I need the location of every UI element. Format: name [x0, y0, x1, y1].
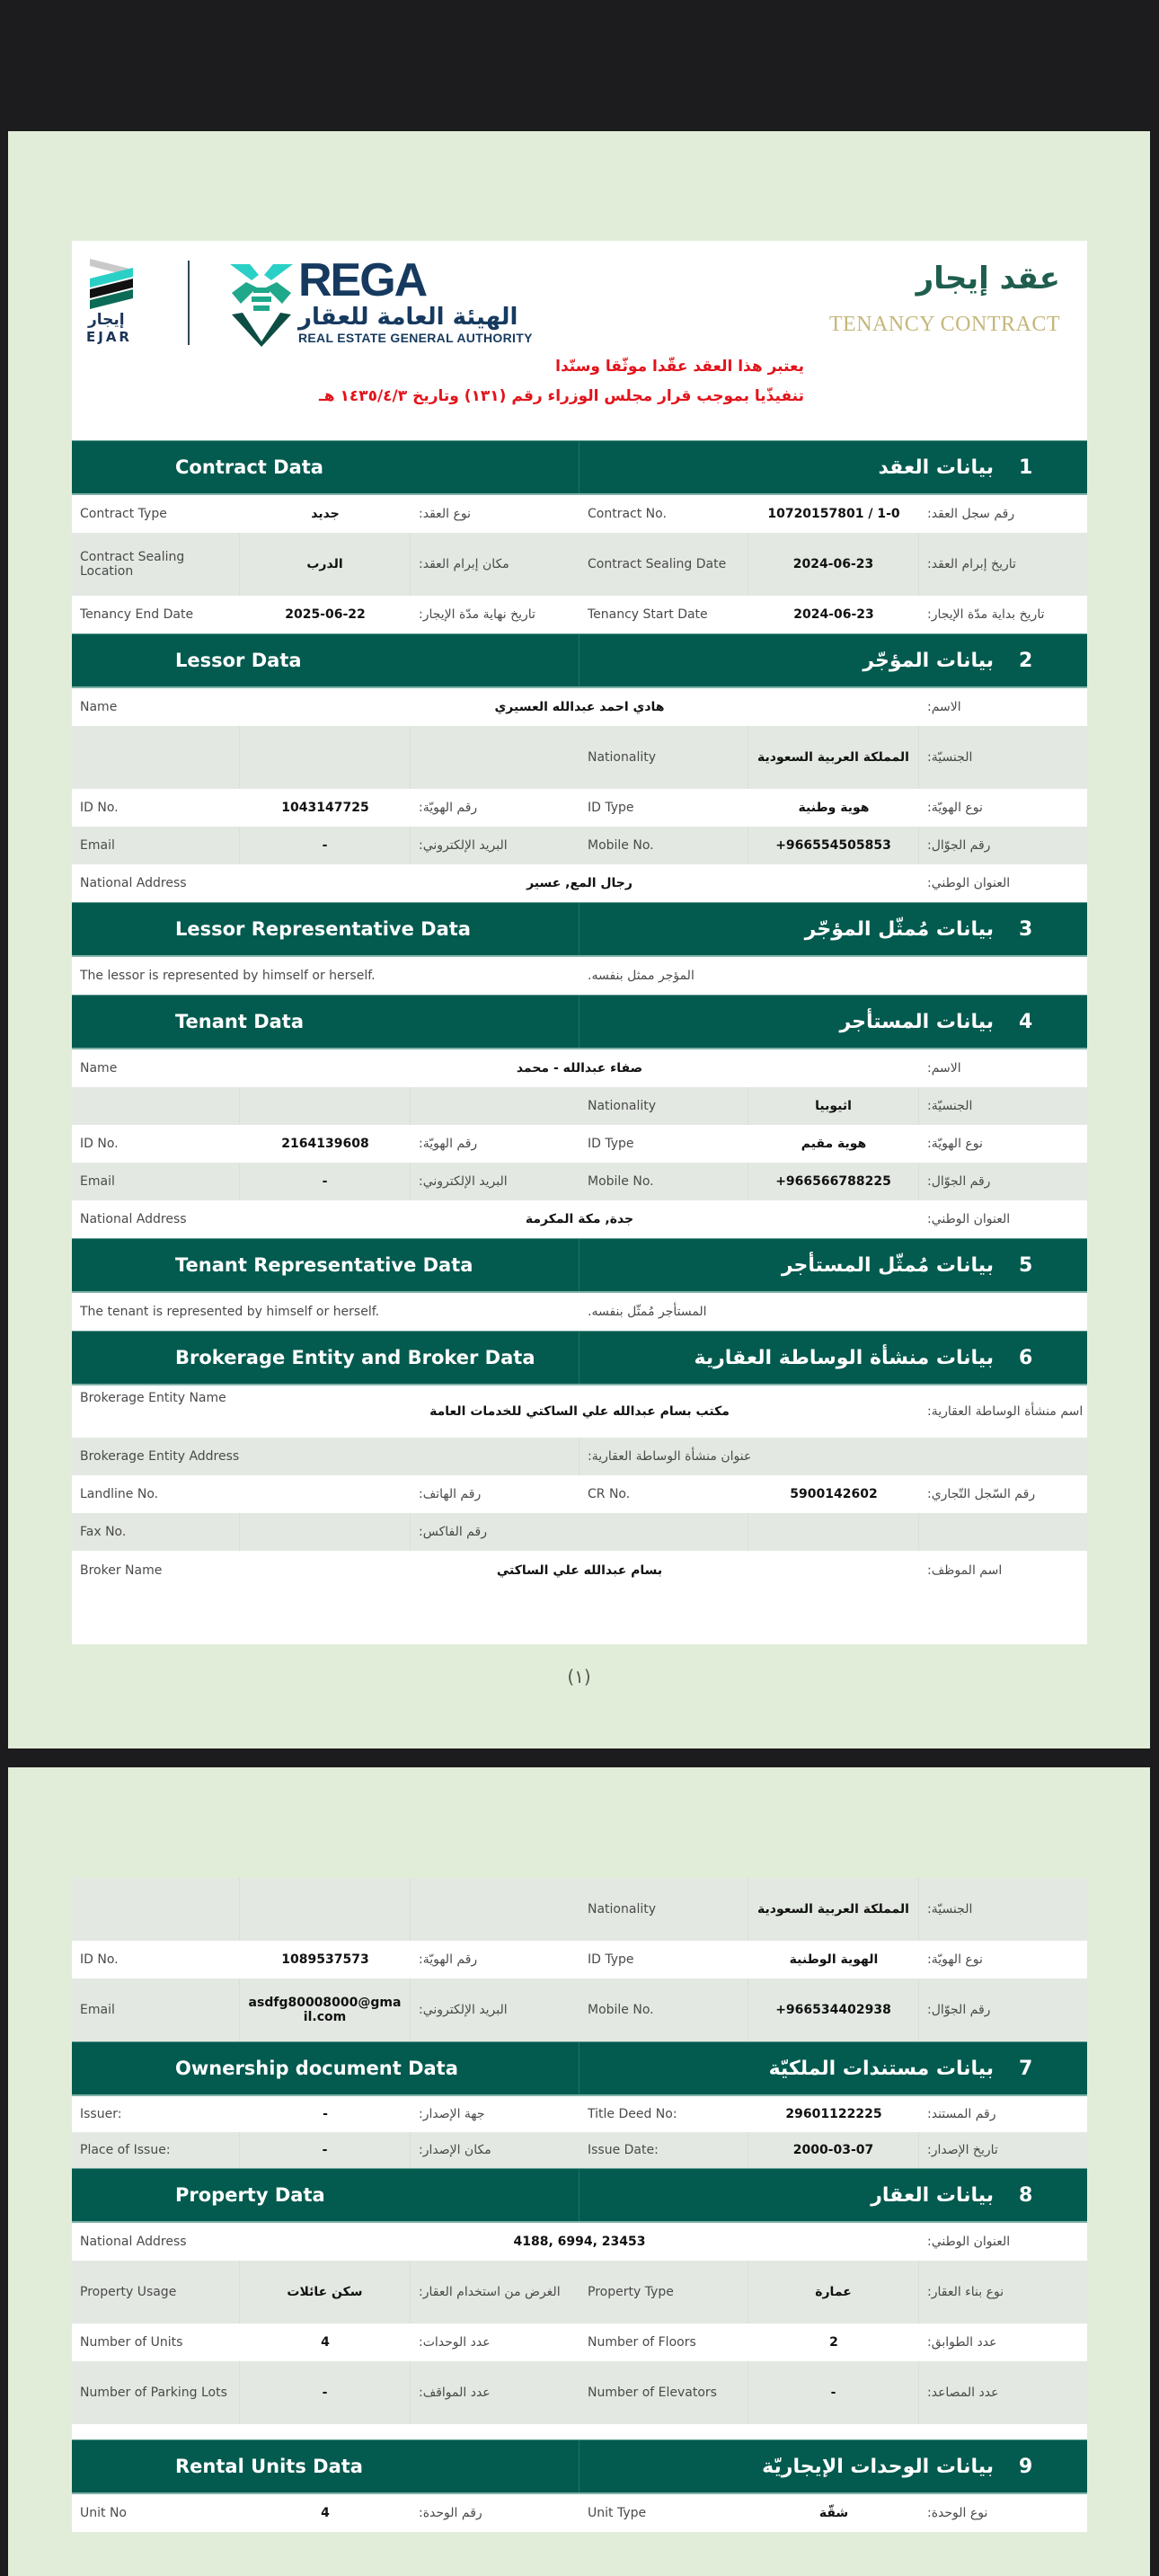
label-en: Number of Floors: [588, 2335, 696, 2350]
label-ar: البريد الإلكتروني:: [419, 1174, 508, 1189]
label-en: Name: [80, 1061, 118, 1076]
section-title-ar: بيانات العقار: [871, 2183, 994, 2207]
label-ar: رقم السّجل التّجاري:: [927, 1487, 1036, 1501]
label-ar: رقم الهويّة:: [419, 1952, 478, 1967]
section-title-en: Lessor Representative Data: [72, 903, 580, 955]
ejar-logo-ar: إيجار: [88, 311, 125, 329]
label-ar: الجنسيّة:: [927, 1099, 973, 1113]
label-ar: رقم الهويّة:: [419, 1137, 478, 1151]
section-title-ar: بيانات مستندات الملكيّة: [768, 2057, 994, 2080]
value: بسام عبدالله علي الساكتي: [496, 1563, 663, 1578]
legal-notice-line2: تنفيذّيا بموجب قرار مجلس الوزراء رقم (١٣١) وتاريخ ١٤٣٥/٤/٣ هـ: [318, 387, 804, 405]
label-ar: اسم الموظف:: [927, 1563, 1003, 1578]
label-en: Nationality: [580, 726, 748, 789]
table-row: [72, 495, 1087, 533]
label-ar: العنوان الوطني:: [927, 2235, 1011, 2249]
note-en: The lessor is represented by himself or herself.: [80, 969, 376, 983]
value: 2: [829, 2335, 838, 2350]
section-number: 8: [1019, 2183, 1033, 2207]
section-header-tenant-rep: [72, 1238, 1087, 1293]
label-ar: تاريخ إبرام العقد:: [927, 557, 1016, 571]
label-ar: تاريخ الإصدار:: [927, 2143, 998, 2157]
value: 2000-03-07: [748, 2132, 919, 2168]
section-title-en: Brokerage Entity and Broker Data: [72, 1332, 580, 1384]
page-number: (١): [567, 1666, 591, 1687]
table-row: [72, 1200, 1087, 1238]
label-en: Title Deed No:: [588, 2107, 677, 2121]
label-en: Fax No.: [72, 1513, 240, 1551]
label-ar: العنوان الوطني:: [927, 876, 1011, 890]
label-en: Broker Name: [80, 1563, 163, 1578]
label-en: Nationality: [580, 1087, 748, 1125]
label-ar: رقم الهاتف:: [419, 1487, 482, 1501]
table-row: [72, 1513, 1087, 1551]
label-en: Number of Parking Lots: [72, 2361, 240, 2424]
table-row: [72, 533, 1087, 596]
section-number: 5: [1019, 1253, 1033, 1277]
value: 2024-06-23: [748, 533, 919, 596]
label-en: National Address: [80, 2235, 187, 2249]
table-row: [72, 957, 1087, 995]
label-en: National Address: [80, 1212, 187, 1226]
table-row: [72, 1049, 1087, 1087]
table-row: [72, 864, 1087, 902]
label-ar: رقم الجوّال:: [927, 838, 991, 853]
empty-cell: [411, 726, 580, 789]
note-ar: المؤجر ممثل بنفسه.: [588, 969, 695, 983]
label-en: Unit Type: [588, 2506, 647, 2520]
section-header-lessor-rep: [72, 902, 1087, 957]
label-ar: رقم سجل العقد:: [927, 507, 1015, 521]
label-en: Email: [72, 1163, 240, 1200]
note-en: The tenant is represented by himself or herself.: [80, 1305, 380, 1319]
label-en: Landline No.: [80, 1487, 159, 1501]
label-en: Number of Elevators: [580, 2361, 748, 2424]
label-ar: نوع العقد:: [419, 507, 471, 521]
label-en: Mobile No.: [580, 1163, 748, 1200]
section-header-property: [72, 2168, 1087, 2223]
value: 2024-06-23: [793, 607, 874, 622]
section-title-en: Ownership document Data: [72, 2042, 580, 2094]
label-ar: [919, 1513, 1087, 1551]
value: +966566788225: [748, 1163, 919, 1200]
table-row: [72, 596, 1087, 633]
table-row: [72, 2494, 1087, 2532]
value: جديد: [311, 507, 340, 521]
value: [240, 1475, 411, 1513]
contract-card-continued: [72, 1878, 1087, 2561]
value: -: [240, 2361, 411, 2424]
value: +966554505853: [748, 827, 919, 864]
value: -: [240, 827, 411, 864]
value: asdfg80008000@gmail.com: [240, 1978, 411, 2041]
label-ar: تاريخ نهاية مدّة الإيجار:: [419, 607, 535, 622]
label-ar: البريد الإلكتروني:: [419, 2003, 508, 2017]
value: الهوية الوطنية: [789, 1952, 879, 1967]
label-ar: نوع الهويّة:: [927, 1137, 983, 1151]
table-row: [72, 1163, 1087, 1200]
table-row: [72, 2132, 1087, 2168]
label-en: Tenancy End Date: [80, 607, 194, 622]
section-number: 3: [1019, 917, 1033, 941]
label-en: Property Usage: [72, 2261, 240, 2324]
table-row: [72, 1941, 1087, 1978]
section-title-en: Rental Units Data: [72, 2440, 580, 2492]
legal-notice-line1: يعتبر هذا العقد عقّدا موثّقا وسنّدا: [555, 358, 804, 376]
section-header-contract: [72, 440, 1087, 495]
label-en: Tenancy Start Date: [588, 607, 708, 622]
section-title-en: Contract Data: [72, 441, 580, 493]
section-number: 7: [1019, 2057, 1033, 2080]
rega-name-en: REAL ESTATE GENERAL AUTHORITY: [298, 331, 533, 345]
table-row: [72, 1293, 1087, 1331]
section-title-en: Lessor Data: [72, 634, 580, 686]
label-en: Property Type: [580, 2261, 748, 2324]
label-en: Contract Sealing Location: [72, 533, 240, 596]
value: شقّة: [818, 2506, 849, 2520]
contract-title-ar: عقد إيجار: [916, 261, 1060, 297]
label-ar: رقم الجوّال:: [927, 1174, 991, 1189]
rega-logo-icon: [230, 261, 293, 347]
label-ar: تاريخ بداية مدّة الإيجار:: [927, 607, 1045, 622]
table-row: [72, 1475, 1087, 1513]
value: 4188, 6994, 23453: [513, 2235, 646, 2249]
table-row: [72, 1978, 1087, 2041]
label-en: Name: [80, 700, 118, 714]
label-en: ID Type: [588, 1952, 634, 1967]
label-ar: نوع الوحدة:: [927, 2506, 988, 2520]
label-ar: جهة الإصدار:: [419, 2107, 485, 2121]
spacer-row: [72, 2424, 1087, 2439]
value: 1043147725: [281, 801, 369, 815]
section-title-ar: بيانات العقد: [878, 456, 994, 479]
logo-divider: [188, 261, 190, 345]
value: مكتب بسام عبدالله علي الساكتي للخدمات العامة: [429, 1404, 730, 1419]
section-number: 2: [1019, 649, 1033, 672]
empty-cell: [72, 1878, 240, 1941]
section-title-ar: بيانات المستأجر: [839, 1010, 994, 1033]
label-ar: عنوان منشأة الوساطة العقارية:: [588, 1449, 752, 1464]
value: سكن عائلات: [240, 2261, 411, 2324]
section-header-ownership: [72, 2041, 1087, 2096]
table-row: [72, 1878, 1087, 1941]
empty-cell: [411, 1878, 580, 1941]
section-number: 4: [1019, 1010, 1033, 1033]
label-ar: عدد الطوابق:: [927, 2335, 997, 2350]
table-row: [72, 2361, 1087, 2424]
table-row: [72, 2223, 1087, 2261]
label-ar: رقم الوحدة:: [419, 2506, 482, 2520]
label-ar: رقم الفاكس:: [419, 1525, 487, 1539]
label-ar: نوع بناء العقار:: [927, 2285, 1004, 2299]
empty-cell: [240, 1087, 411, 1125]
value: عمارة: [748, 2261, 919, 2324]
label-ar: نوع الهويّة:: [927, 801, 983, 815]
label-en: Email: [72, 1978, 240, 2041]
empty-cell: [240, 1878, 411, 1941]
document-page-2: [8, 1767, 1150, 2576]
table-row: [72, 827, 1087, 864]
label-en: ID No.: [80, 1952, 119, 1967]
label-ar: مكان الإصدار:: [419, 2143, 491, 2157]
empty-cell: [411, 1087, 580, 1125]
section-title-ar: بيانات مُمثّل المستأجر: [781, 1253, 994, 1277]
section-header-units: [72, 2439, 1087, 2494]
section-title-en: Property Data: [72, 2169, 580, 2221]
label-ar: الجنسيّة:: [927, 750, 973, 765]
label-en: Mobile No.: [580, 827, 748, 864]
value: 4: [321, 2335, 330, 2350]
rega-wordmark: REGA: [298, 254, 427, 306]
label-ar: الاسم:: [927, 700, 961, 714]
label-en: Brokerage Entity Address: [72, 1438, 580, 1475]
table-row: [72, 726, 1087, 789]
value: 2164139608: [281, 1137, 369, 1151]
table-row: [72, 789, 1087, 827]
section-title-en: Tenant Representative Data: [72, 1239, 580, 1291]
value: هادي احمد عبدالله العسيري: [494, 700, 665, 714]
label-ar: مكان إبرام العقد:: [419, 557, 509, 571]
table-row: [72, 1385, 1087, 1438]
label-en: ID Type: [588, 801, 634, 815]
label-en: Brokerage Entity Name: [80, 1391, 226, 1405]
table-row: [72, 1087, 1087, 1125]
label-en: ID No.: [80, 1137, 119, 1151]
value: -: [323, 2107, 328, 2121]
table-row: [72, 2096, 1087, 2132]
table-row: [72, 2324, 1087, 2361]
label-en: Nationality: [580, 1878, 748, 1941]
value: 2025-06-22: [285, 607, 366, 622]
section-title-ar: بيانات مُمثّل المؤجّر: [804, 917, 994, 941]
table-row: [72, 1438, 1087, 1475]
value: هوية مقيم: [801, 1137, 867, 1151]
value: جدة, مكة المكرمة: [525, 1212, 634, 1226]
label-ar: اسم منشأة الوساطة العقارية:: [927, 1404, 1084, 1419]
section-title-en: Tenant Data: [72, 996, 580, 1048]
section-header-tenant: [72, 995, 1087, 1049]
label-en: CR No.: [588, 1487, 631, 1501]
section-number: 9: [1019, 2455, 1033, 2478]
value: -: [748, 2361, 919, 2424]
label-ar: البريد الإلكتروني:: [419, 838, 508, 853]
empty-cell: [240, 726, 411, 789]
label-ar: عدد الوحدات:: [419, 2335, 491, 2350]
table-row: [72, 1551, 1087, 1644]
section-number: 1: [1019, 456, 1033, 479]
label-en: Contract Type: [80, 507, 167, 521]
rega-name-ar: الهيئة العامة للعقار: [298, 304, 518, 331]
label-ar: الاسم:: [927, 1061, 961, 1076]
label-ar: الجنسيّة:: [927, 1902, 973, 1917]
document-page-1: [8, 131, 1150, 1748]
value: 10720157801 / 1-0: [767, 507, 900, 521]
value: -: [240, 2132, 411, 2168]
ejar-logo-en: EJAR: [86, 329, 132, 345]
value: الدرب: [240, 533, 411, 596]
label-en: Mobile No.: [580, 1978, 748, 2041]
label-ar: نوع الهويّة:: [927, 1952, 983, 1967]
section-header-brokerage: [72, 1331, 1087, 1385]
value: 29601122225: [785, 2107, 882, 2121]
label-en: ID No.: [80, 801, 119, 815]
table-row: [72, 2261, 1087, 2324]
value: اثيوبيا: [748, 1087, 919, 1125]
table-row: [72, 688, 1087, 726]
label-ar: رقم الهويّة:: [419, 801, 478, 815]
value: المملكة العربية السعودية: [748, 726, 919, 789]
contract-header: [72, 241, 1087, 440]
label-en: Email: [72, 827, 240, 864]
label-en: National Address: [80, 876, 187, 890]
value: +966534402938: [748, 1978, 919, 2041]
value: 1089537573: [281, 1952, 369, 1967]
contract-card: [72, 241, 1087, 1640]
value: هوية وطنية: [798, 801, 870, 815]
section-title-ar: بيانات منشأة الوساطة العقارية: [694, 1346, 994, 1369]
label-ar: عدد المصاعد:: [927, 2386, 999, 2400]
label-en: [580, 1513, 748, 1551]
empty-cell: [72, 726, 240, 789]
value: 5900142602: [790, 1487, 878, 1501]
value: رجال المع, عسير: [526, 876, 633, 890]
section-title-ar: بيانات الوحدات الإيجاريّة: [762, 2455, 994, 2478]
section-title-ar: بيانات المؤجّر: [863, 649, 994, 672]
value: المملكة العربية السعودية: [748, 1878, 919, 1941]
label-ar: عدد المواقف:: [419, 2386, 491, 2400]
value: صفاء عبدالله - محمد: [516, 1061, 643, 1076]
label-en: Contract No.: [588, 507, 667, 521]
label-en: Number of Units: [80, 2335, 183, 2350]
section-header-lessor: [72, 633, 1087, 688]
label-ar: الغرض من استخدام العقار:: [419, 2285, 561, 2299]
empty-cell: [72, 1087, 240, 1125]
note-ar: المستأجر مُمثّل بنفسه.: [588, 1305, 707, 1319]
label-ar: العنوان الوطني:: [927, 1212, 1011, 1226]
contract-title-en: TENANCY CONTRACT: [828, 313, 1060, 336]
label-ar: رقم المستند:: [927, 2107, 996, 2121]
label-en: ID Type: [588, 1137, 634, 1151]
value: -: [240, 1163, 411, 1200]
section-number: 6: [1019, 1346, 1033, 1369]
label-en: Unit No: [80, 2506, 127, 2520]
label-en: Contract Sealing Date: [580, 533, 748, 596]
label-en: Issue Date:: [580, 2132, 748, 2168]
value: [240, 1513, 411, 1551]
value: 4: [321, 2506, 330, 2520]
label-en: Issuer:: [80, 2107, 122, 2121]
label-ar: رقم الجوّال:: [927, 2003, 991, 2017]
label-en: Place of Issue:: [72, 2132, 240, 2168]
table-row: [72, 1125, 1087, 1163]
value: [748, 1513, 919, 1551]
